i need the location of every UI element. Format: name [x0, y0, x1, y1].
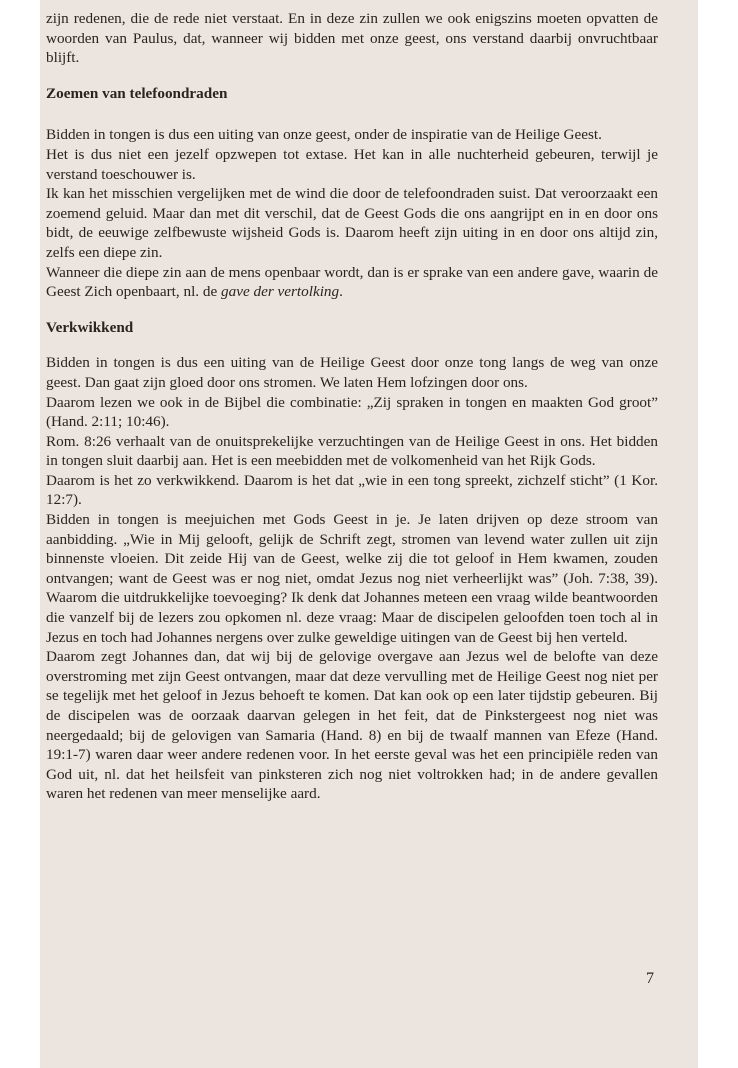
paragraph-text: . [339, 283, 343, 301]
paragraph: Het is dus niet een jezelf opzwepen tot extase. Het kan in alle nuchterheid gebeuren, terwijl je verstand toeschouwer is. [46, 145, 658, 183]
text-column [46, 9, 658, 804]
intro-paragraph: zijn redenen, die de rede niet verstaat. En in deze zin zullen we ook enigszins moeten opvatten de woorden van Paulus, dat, wanneer wij bidden met onze geest, ons verstand daarbij onvruchtbaar blijft. [46, 10, 658, 67]
paragraph: Bidden in tongen is dus een uiting van onze geest, onder de inspiratie van de Heilige Geest. [46, 126, 602, 144]
section-heading-verkwikkend: Verkwikkend [46, 318, 134, 336]
paragraph: Bidden in tongen is meejuichen met Gods Geest in je. Je laten drijven op deze stroom van aanbidding. „Wie in Mij gelooft, gelijk de Schrift zegt, stromen van levend water zullen uit zijn binnenste vloeien. Dit zeide Hij van de Geest, welke zij die tot geloof in Hem kwamen, zouden ontvangen; want de Geest was er nog niet, omdat Jezus nog niet verheerlijkt was” (Joh. 7:38, 39). Waarom die uitdrukkelijke toevoeging? Ik denk dat Johannes meteen een vraag wilde beantwoorden die vanzelf bij de lezers zou opkomen nl. deze vraag: Maar de discipelen geloofden toen toch al in Jezus en toch had Johannes nergens over zulke geweldige uitingen van de Geest bij hen verteld. [46, 511, 658, 646]
section-heading-telefoondraden: Zoemen van telefoondraden [46, 84, 228, 102]
paragraph: Ik kan het misschien vergelijken met de wind die door de telefoondraden suist. Dat veroorzaakt een zoemend geluid. Maar dan met dit verschil, dat de Geest Gods die ons aangrijpt en in en door ons bidt, de eeuwige zelfbewuste wijsheid Gods is. Daarom heeft zijn uiting in en door ons altijd zin, zelfs een diepe zin. [46, 185, 658, 261]
paragraph: Daarom lezen we ook in de Bijbel die combinatie: „Zij spraken in tongen en maakten God groot” (Hand. 2:11; 10:46). [46, 393, 658, 431]
paragraph [46, 263, 658, 302]
paragraph: Daarom is het zo verkwikkend. Daarom is het dat „wie in een tong spreekt, zichzelf sticht” (1 Kor. 12:7). [46, 471, 658, 509]
page-number: 7 [646, 970, 654, 987]
emphasis-gave-der-vertolking: gave der vertolking [221, 283, 340, 301]
paragraph: Bidden in tongen is dus een uiting van de Heilige Geest door onze tong langs de weg van onze geest. Dan gaat zijn gloed door ons stromen. We laten Hem lofzingen door ons. [46, 354, 658, 391]
book-page [40, 0, 698, 1068]
paragraph-text: Wanneer die diepe zin aan de mens openbaar wordt, dan is er sprake van een andere gave, waarin de Geest Zich openbaart, nl. de [46, 263, 658, 301]
paragraph: Rom. 8:26 verhaalt van de onuitsprekelijke verzuchtingen van de Heilige Geest in ons. Het bidden in tongen sluit daarbij aan. Het is een meebidden met de volkomenheid van het Rijk Gods. [46, 432, 658, 470]
paragraph: Daarom zegt Johannes dan, dat wij bij de gelovige overgave aan Jezus wel de belofte van deze overstroming met zijn Geest ontvangen, maar dat deze vervulling met de Heilige Geest nog niet per se tegelijk met het geloof in Jezus behoeft te komen. Dat kan ook op een later tijdstip gebeuren. Bij de discipelen was de oorzaak daarvan gelegen in het feit, dat de Pinkstergeest nog niet was neergedaald; bij de gelovigen van Samaria (Hand. 8) en bij de twaalf mannen van Efeze (Hand. 19:1-7) waren daar weer andere redenen voor. In het eerste geval was het een principiële reden van God uit, nl. dat het heilsfeit van pinksteren zich nog niet voltrokken had; in de andere gevallen waren het redenen van meer menselijke aard. [46, 648, 658, 803]
